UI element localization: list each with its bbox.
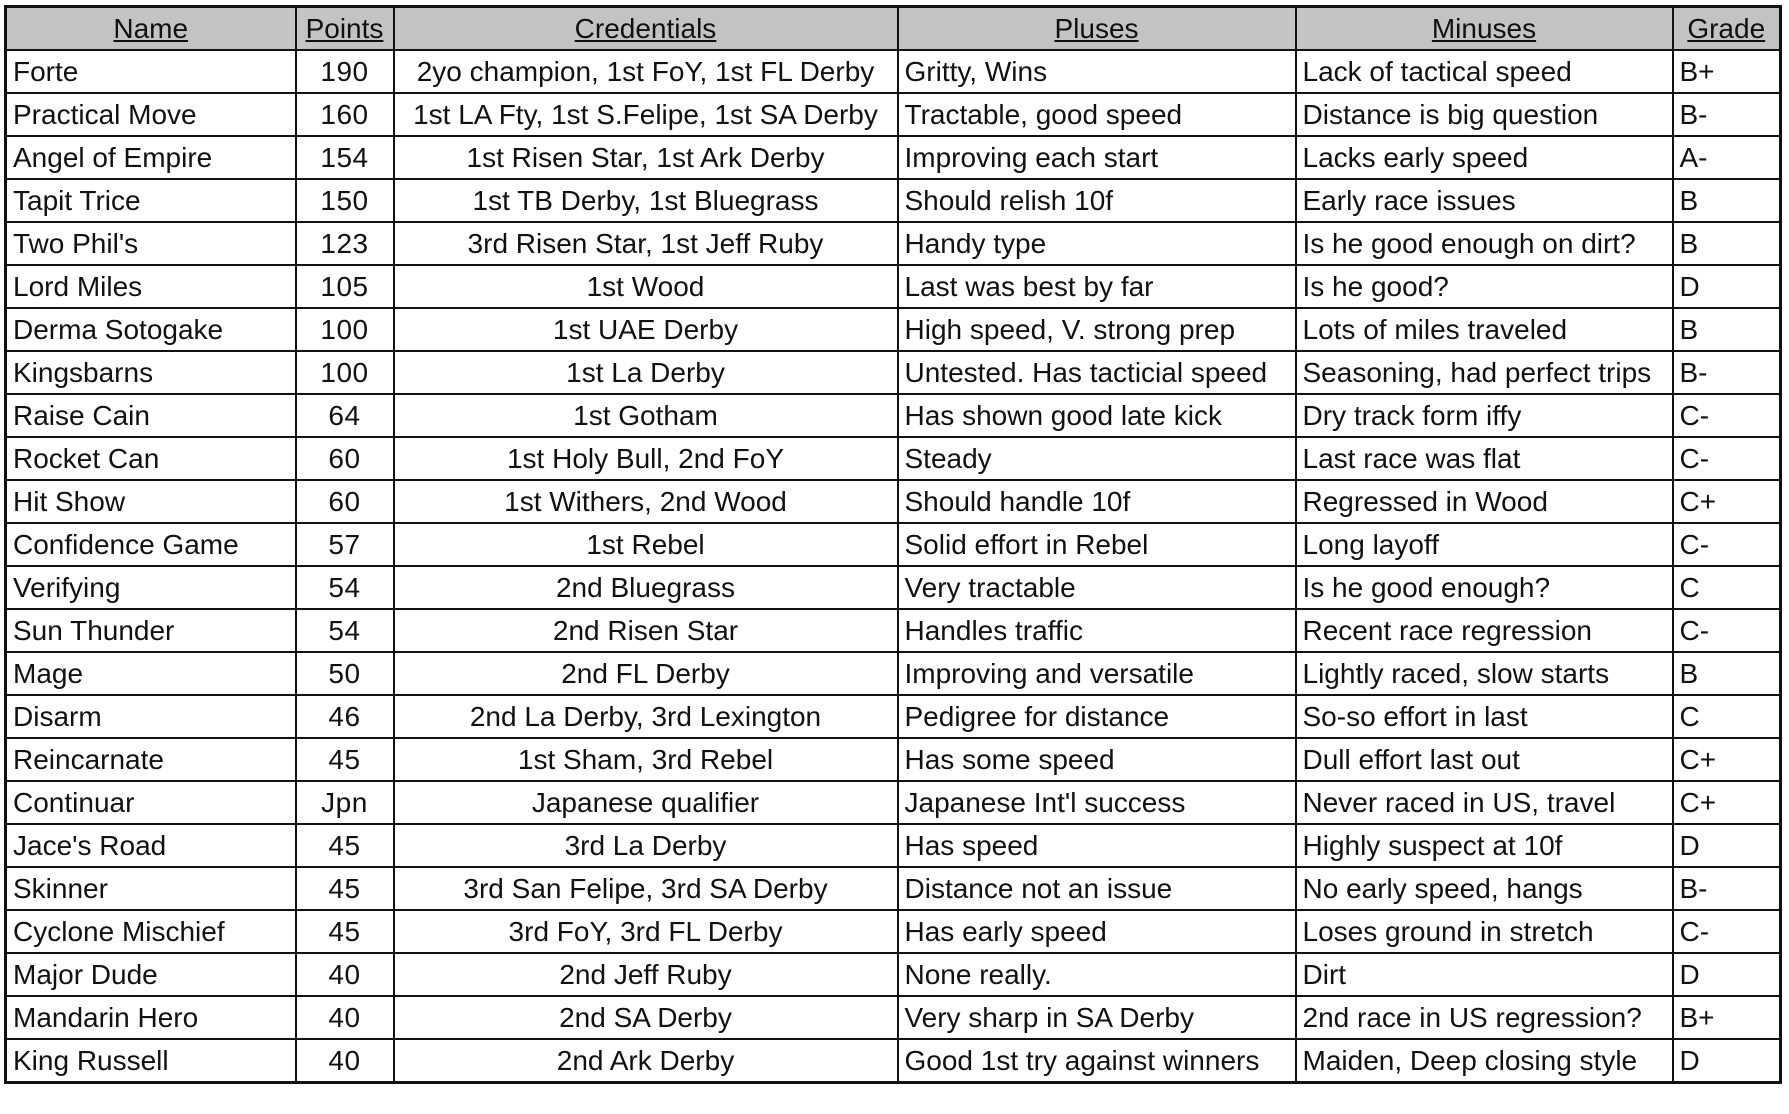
cell-minuses: Highly suspect at 10f	[1296, 824, 1673, 867]
cell-points: 100	[296, 308, 394, 351]
cell-credentials: 2nd Ark Derby	[394, 1039, 898, 1083]
table-row	[6, 179, 1781, 222]
cell-credentials: 1st La Derby	[394, 351, 898, 394]
cell-points: 50	[296, 652, 394, 695]
cell-name: Jace's Road	[6, 824, 296, 867]
cell-points: 105	[296, 265, 394, 308]
cell-name: Lord Miles	[6, 265, 296, 308]
cell-credentials: 2nd Risen Star	[394, 609, 898, 652]
cell-grade: B	[1673, 222, 1781, 265]
cell-name: Two Phil's	[6, 222, 296, 265]
cell-credentials: 2nd La Derby, 3rd Lexington	[394, 695, 898, 738]
table-row	[6, 480, 1781, 523]
cell-pluses: Pedigree for distance	[898, 695, 1296, 738]
cell-points: 160	[296, 93, 394, 136]
cell-pluses: Handy type	[898, 222, 1296, 265]
cell-grade: A-	[1673, 136, 1781, 179]
cell-name: Confidence Game	[6, 523, 296, 566]
cell-pluses: Steady	[898, 437, 1296, 480]
cell-grade: B	[1673, 179, 1781, 222]
cell-name: Derma Sotogake	[6, 308, 296, 351]
cell-grade: B+	[1673, 50, 1781, 93]
cell-credentials: 2nd SA Derby	[394, 996, 898, 1039]
table-row	[6, 265, 1781, 308]
cell-minuses: Maiden, Deep closing style	[1296, 1039, 1673, 1083]
cell-points: 40	[296, 1039, 394, 1083]
cell-name: Verifying	[6, 566, 296, 609]
table-row	[6, 953, 1781, 996]
cell-credentials: 1st Risen Star, 1st Ark Derby	[394, 136, 898, 179]
cell-minuses: Lack of tactical speed	[1296, 50, 1673, 93]
cell-grade: C-	[1673, 523, 1781, 566]
cell-credentials: 2nd Bluegrass	[394, 566, 898, 609]
table-row	[6, 738, 1781, 781]
cell-pluses: Japanese Int'l success	[898, 781, 1296, 824]
cell-minuses: Loses ground in stretch	[1296, 910, 1673, 953]
cell-name: Major Dude	[6, 953, 296, 996]
cell-pluses: Improving each start	[898, 136, 1296, 179]
cell-points: 45	[296, 824, 394, 867]
cell-grade: C+	[1673, 738, 1781, 781]
cell-grade: C-	[1673, 437, 1781, 480]
table-row	[6, 50, 1781, 93]
cell-minuses: Is he good enough on dirt?	[1296, 222, 1673, 265]
cell-minuses: Long layoff	[1296, 523, 1673, 566]
cell-name: Sun Thunder	[6, 609, 296, 652]
table-row	[6, 523, 1781, 566]
table-row	[6, 867, 1781, 910]
cell-name: Disarm	[6, 695, 296, 738]
cell-minuses: Lots of miles traveled	[1296, 308, 1673, 351]
cell-grade: B	[1673, 308, 1781, 351]
cell-minuses: Dirt	[1296, 953, 1673, 996]
cell-credentials: 1st TB Derby, 1st Bluegrass	[394, 179, 898, 222]
cell-pluses: Very tractable	[898, 566, 1296, 609]
cell-grade: B-	[1673, 351, 1781, 394]
cell-credentials: 1st Sham, 3rd Rebel	[394, 738, 898, 781]
cell-grade: D	[1673, 265, 1781, 308]
cell-name: Mage	[6, 652, 296, 695]
cell-name: Mandarin Hero	[6, 996, 296, 1039]
cell-name: Angel of Empire	[6, 136, 296, 179]
cell-pluses: Tractable, good speed	[898, 93, 1296, 136]
cell-credentials: 1st Withers, 2nd Wood	[394, 480, 898, 523]
cell-grade: D	[1673, 953, 1781, 996]
cell-name: Forte	[6, 50, 296, 93]
cell-pluses: Good 1st try against winners	[898, 1039, 1296, 1083]
cell-name: Hit Show	[6, 480, 296, 523]
cell-points: 60	[296, 480, 394, 523]
table-row	[6, 351, 1781, 394]
cell-pluses: Has some speed	[898, 738, 1296, 781]
cell-grade: B-	[1673, 93, 1781, 136]
cell-minuses: Early race issues	[1296, 179, 1673, 222]
cell-name: Continuar	[6, 781, 296, 824]
cell-minuses: Is he good enough?	[1296, 566, 1673, 609]
cell-credentials: Japanese qualifier	[394, 781, 898, 824]
cell-grade: D	[1673, 824, 1781, 867]
cell-minuses: Last race was flat	[1296, 437, 1673, 480]
cell-grade: C-	[1673, 609, 1781, 652]
table-row	[6, 394, 1781, 437]
cell-name: Tapit Trice	[6, 179, 296, 222]
cell-credentials: 1st LA Fty, 1st S.Felipe, 1st SA Derby	[394, 93, 898, 136]
cell-pluses: None really.	[898, 953, 1296, 996]
column-header-minuses: Minuses	[1296, 7, 1673, 51]
cell-grade: B+	[1673, 996, 1781, 1039]
cell-points: 54	[296, 609, 394, 652]
cell-grade: C+	[1673, 480, 1781, 523]
table-row	[6, 652, 1781, 695]
table-row	[6, 781, 1781, 824]
cell-grade: C-	[1673, 394, 1781, 437]
cell-credentials: 3rd Risen Star, 1st Jeff Ruby	[394, 222, 898, 265]
cell-pluses: Solid effort in Rebel	[898, 523, 1296, 566]
cell-credentials: 1st UAE Derby	[394, 308, 898, 351]
cell-credentials: 1st Rebel	[394, 523, 898, 566]
cell-pluses: Last was best by far	[898, 265, 1296, 308]
column-header-credentials: Credentials	[394, 7, 898, 51]
cell-points: 54	[296, 566, 394, 609]
cell-points: 150	[296, 179, 394, 222]
table-body	[6, 50, 1781, 1083]
cell-grade: D	[1673, 1039, 1781, 1083]
cell-points: 40	[296, 953, 394, 996]
cell-pluses: Has shown good late kick	[898, 394, 1296, 437]
cell-grade: C	[1673, 695, 1781, 738]
table-row	[6, 609, 1781, 652]
table-row	[6, 1039, 1781, 1083]
cell-points: 100	[296, 351, 394, 394]
cell-name: Cyclone Mischief	[6, 910, 296, 953]
cell-points: 40	[296, 996, 394, 1039]
cell-points: 190	[296, 50, 394, 93]
cell-name: Reincarnate	[6, 738, 296, 781]
cell-credentials: 3rd San Felipe, 3rd SA Derby	[394, 867, 898, 910]
cell-pluses: Very sharp in SA Derby	[898, 996, 1296, 1039]
cell-points: 57	[296, 523, 394, 566]
cell-pluses: Has speed	[898, 824, 1296, 867]
cell-points: 45	[296, 738, 394, 781]
cell-credentials: 2nd FL Derby	[394, 652, 898, 695]
cell-points: 123	[296, 222, 394, 265]
table-row	[6, 910, 1781, 953]
cell-pluses: Untested. Has tacticial speed	[898, 351, 1296, 394]
cell-pluses: Should relish 10f	[898, 179, 1296, 222]
cell-name: Rocket Can	[6, 437, 296, 480]
cell-credentials: 1st Holy Bull, 2nd FoY	[394, 437, 898, 480]
cell-minuses: Regressed in Wood	[1296, 480, 1673, 523]
cell-points: 46	[296, 695, 394, 738]
cell-credentials: 3rd FoY, 3rd FL Derby	[394, 910, 898, 953]
cell-pluses: High speed, V. strong prep	[898, 308, 1296, 351]
column-header-pluses: Pluses	[898, 7, 1296, 51]
cell-minuses: No early speed, hangs	[1296, 867, 1673, 910]
contenders-table	[4, 5, 1782, 1084]
column-header-name: Name	[6, 7, 296, 51]
cell-minuses: Recent race regression	[1296, 609, 1673, 652]
cell-pluses: Gritty, Wins	[898, 50, 1296, 93]
cell-grade: C	[1673, 566, 1781, 609]
cell-points: 64	[296, 394, 394, 437]
cell-credentials: 2yo champion, 1st FoY, 1st FL Derby	[394, 50, 898, 93]
cell-minuses: Lacks early speed	[1296, 136, 1673, 179]
cell-pluses: Has early speed	[898, 910, 1296, 953]
table-row	[6, 996, 1781, 1039]
cell-points: Jpn	[296, 781, 394, 824]
table-row	[6, 136, 1781, 179]
cell-grade: C+	[1673, 781, 1781, 824]
cell-points: 60	[296, 437, 394, 480]
cell-minuses: Never raced in US, travel	[1296, 781, 1673, 824]
cell-minuses: Distance is big question	[1296, 93, 1673, 136]
cell-credentials: 1st Gotham	[394, 394, 898, 437]
column-header-grade: Grade	[1673, 7, 1781, 51]
cell-grade: B-	[1673, 867, 1781, 910]
cell-pluses: Handles traffic	[898, 609, 1296, 652]
table-row	[6, 824, 1781, 867]
cell-grade: C-	[1673, 910, 1781, 953]
cell-minuses: Seasoning, had perfect trips	[1296, 351, 1673, 394]
cell-pluses: Should handle 10f	[898, 480, 1296, 523]
cell-grade: B	[1673, 652, 1781, 695]
cell-points: 154	[296, 136, 394, 179]
cell-points: 45	[296, 910, 394, 953]
cell-credentials: 3rd La Derby	[394, 824, 898, 867]
cell-minuses: Dull effort last out	[1296, 738, 1673, 781]
cell-name: Practical Move	[6, 93, 296, 136]
cell-pluses: Improving and versatile	[898, 652, 1296, 695]
table-row	[6, 437, 1781, 480]
cell-minuses: Dry track form iffy	[1296, 394, 1673, 437]
cell-credentials: 2nd Jeff Ruby	[394, 953, 898, 996]
cell-points: 45	[296, 867, 394, 910]
cell-credentials: 1st Wood	[394, 265, 898, 308]
table-row	[6, 695, 1781, 738]
header-row	[6, 7, 1781, 51]
cell-name: King Russell	[6, 1039, 296, 1083]
cell-pluses: Distance not an issue	[898, 867, 1296, 910]
table-row	[6, 308, 1781, 351]
cell-minuses: Lightly raced, slow starts	[1296, 652, 1673, 695]
table-row	[6, 566, 1781, 609]
cell-minuses: Is he good?	[1296, 265, 1673, 308]
cell-name: Raise Cain	[6, 394, 296, 437]
table-row	[6, 222, 1781, 265]
cell-minuses: So-so effort in last	[1296, 695, 1673, 738]
cell-name: Skinner	[6, 867, 296, 910]
contenders-spreadsheet	[4, 5, 1782, 1084]
cell-minuses: 2nd race in US regression?	[1296, 996, 1673, 1039]
column-header-points: Points	[296, 7, 394, 51]
cell-name: Kingsbarns	[6, 351, 296, 394]
table-row	[6, 93, 1781, 136]
